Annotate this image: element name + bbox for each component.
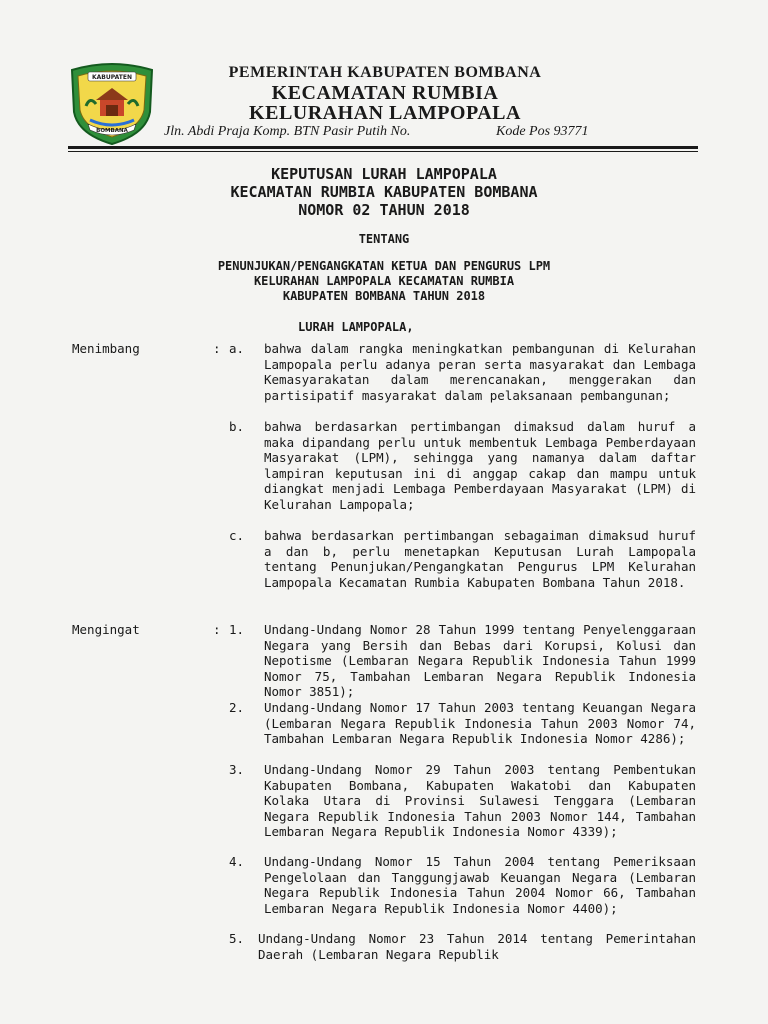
menimbang-item-c: bahwa berdasarkan pertimbangan sebagaiman dimaksud huruf a dan b, perlu menetapkan Keputusan Lurah Lampopala tentang Penunjukan/Pengangkatan Pengurus LPM Kelurahan Lampopala Kecamatan Rumbia Kabupaten Bombana Tahun 2018. <box>264 528 696 590</box>
letterhead-rule-thin <box>68 151 698 152</box>
logo-text-top: KABUPATEN <box>92 74 132 81</box>
letterhead-rule-thick <box>68 146 698 149</box>
decree-title: KEPUTUSAN LURAH LAMPOPALA <box>271 165 497 183</box>
menimbang-item-a: bahwa dalam rangka meningkatkan pembangunan di Kelurahan Lampopala perlu adanya peran serta masyarakat dan Lembaga Kemasyarakatan dalam merencanakan, menggerakan dan partisipatif masyarakat dalam pelaksanaan pembangunan; <box>264 341 696 403</box>
office-address: Jln. Abdi Praja Komp. BTN Pasir Putih No. <box>164 124 411 139</box>
subject-line-2: KELURAHAN LAMPOPALA KECAMATAN RUMBIA <box>253 274 515 288</box>
mengingat-marker-5: 5. <box>229 931 245 946</box>
menimbang-marker-c: c. <box>229 528 245 543</box>
mengingat-marker-3: 3. <box>229 762 245 777</box>
village-name: KELURAHAN LAMPOPALA <box>249 102 521 124</box>
subject-line-3: KABUPATEN BOMBANA TAHUN 2018 <box>282 289 486 303</box>
mengingat-label: Mengingat <box>72 622 140 637</box>
mengingat-item-4: Undang-Undang Nomor 15 Tahun 2004 tentang Pemeriksaan Pengelolaan dan Tanggungjawab Keuangan Negara (Lembaran Negara Republik Indonesia Tahun 2004 Nomor 66, Tambahan Lembaran Negara Republik Indonesia Nomor 4400); <box>264 854 696 916</box>
menimbang-colon: : <box>213 341 221 356</box>
menimbang-marker-a: a. <box>229 341 245 356</box>
district-name: KECAMATAN RUMBIA <box>271 82 499 104</box>
mengingat-item-2: Undang-Undang Nomor 17 Tahun 2003 tentang Keuangan Negara (Lembaran Negara Republik Indonesia Tahun 2003 Nomor 74, Tambahan Lembaran Negara Republik Indonesia Nomor 4286); <box>264 700 696 747</box>
mengingat-item-5: Undang-Undang Nomor 23 Tahun 2014 tentang Pemerintahan Daerah (Lembaran Negara Republik <box>258 931 696 962</box>
government-name: PEMERINTAH KABUPATEN BOMBANA <box>228 64 542 81</box>
subject-line-1: PENUNJUKAN/PENGANGKATAN KETUA DAN PENGURUS LPM <box>217 259 551 273</box>
logo-text-bottom: BOMBANA <box>96 128 128 134</box>
mengingat-marker-4: 4. <box>229 854 245 869</box>
mengingat-item-1: Undang-Undang Nomor 28 Tahun 1999 tentang Penyelenggaraan Negara yang Bersih dan Bebas dari Korupsi, Kolusi dan Nepotisme (Lembaran Negara Republik Indonesia Tahun 1999 Nomor 75, Tambahan Lembaran Negara Republik Indonesia Nomor 3851); <box>264 622 696 700</box>
menimbang-item-b: bahwa berdasarkan pertimbangan dimaksud dalam huruf a maka dipandang perlu untuk membentuk Lembaga Pemberdayaan Masyarakat (LPM), sehingga yang namanya dalam daftar lampiran keputusan ini di anggap cakap dan mampu untuk diangkat menjadi Lembaga Pemberdayaan Masyarakat (LPM) di Kelurahan Lampopala; <box>264 419 696 512</box>
mengingat-colon: : <box>213 622 221 637</box>
menimbang-label: Menimbang <box>72 341 140 356</box>
mengingat-item-3: Undang-Undang Nomor 29 Tahun 2003 tentang Pembentukan Kabupaten Bombana, Kabupaten Wakatobi dan Kabupaten Kolaka Utara di Provinsi Sulawesi Tenggara (Lembaran Negara Republik Indonesia Tahun 2003 Nomor 144, Tambahan Lembaran Negara Republik Indonesia Nomor 4339); <box>264 762 696 840</box>
mengingat-marker-1: 1. <box>229 622 245 637</box>
decree-title-district: KECAMATAN RUMBIA KABUPATEN BOMBANA <box>230 183 538 201</box>
menimbang-marker-b: b. <box>229 419 245 434</box>
postal-code: Kode Pos 93771 <box>496 124 589 139</box>
mengingat-marker-2: 2. <box>229 700 245 715</box>
decree-number: NOMOR 02 TAHUN 2018 <box>298 201 470 219</box>
official-title: LURAH LAMPOPALA, <box>298 320 414 334</box>
tentang-heading: TENTANG <box>358 232 410 246</box>
bombana-regency-emblem <box>66 60 158 146</box>
